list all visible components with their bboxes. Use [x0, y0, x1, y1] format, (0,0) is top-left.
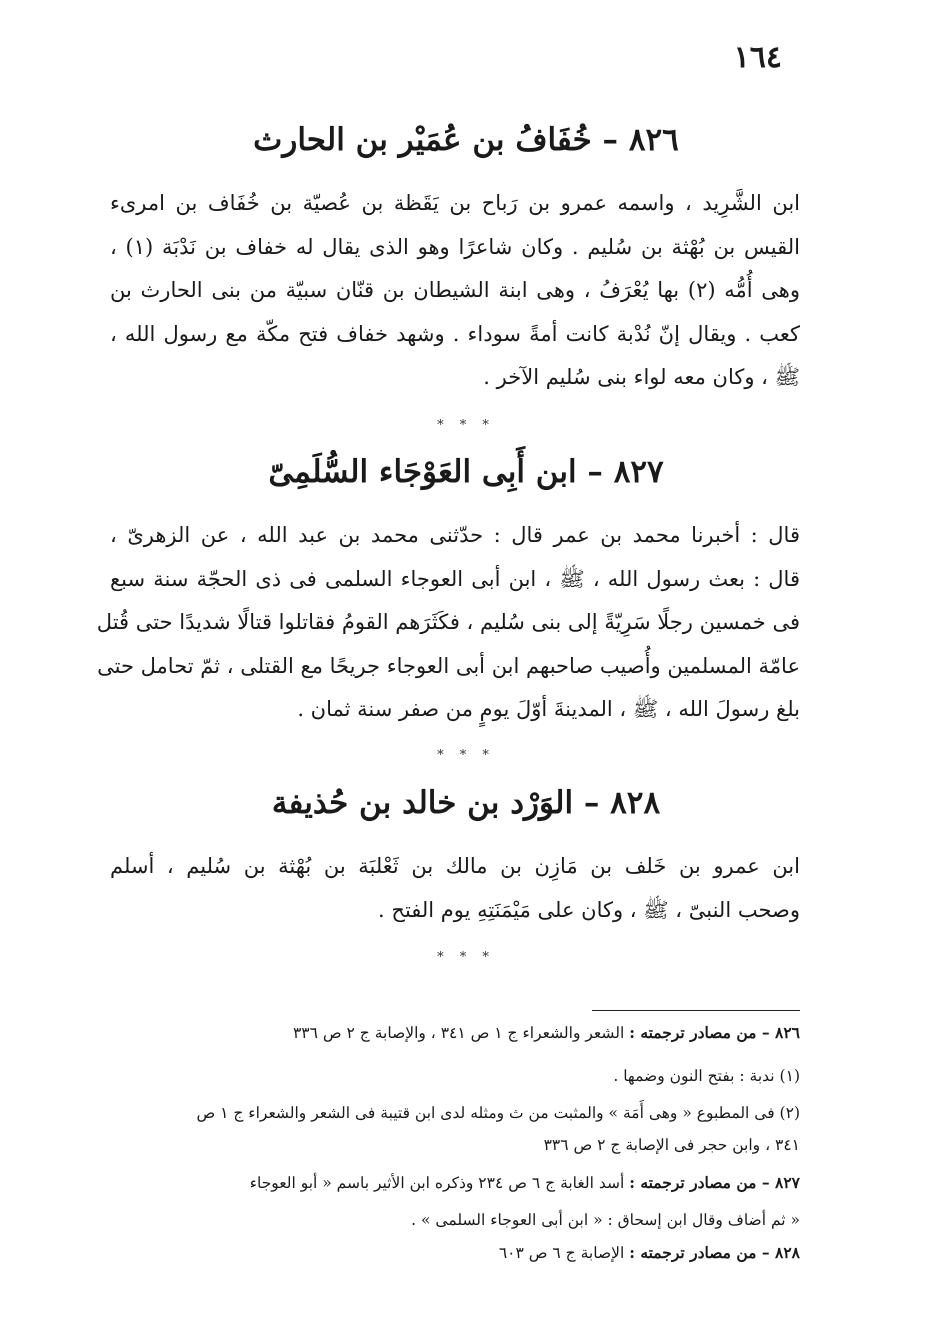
footnote-sources-827-continued	[110, 1205, 800, 1235]
text-line: فى خمسين رجلًا سَرِيّةً إلى بنى سُليم ، فكَثَرَهم القومُ فقاتلوا قتالًا شديدًا حتى قُتل	[96, 610, 800, 634]
entry-heading-827: ٨٢٧ – ابن أَبِى العَوْجَاء السُّلَمِىّ	[268, 454, 664, 490]
text-line: قال : أخبرنا محمد بن عمر قال : حدّثنى محمد بن عبد الله ، عن الزهرىّ ،	[110, 523, 800, 547]
footnote-sources-828	[110, 1238, 800, 1268]
text-line: القيس بن بُهْثة بن سُليم . وكان شاعرًا وهو الذى يقال له خفاف بن نَدْبَة (١) ،	[110, 234, 801, 259]
text-line: ابن الشَّرِيد ، واسمه عمرو بن رَباح بن يَقَظة بن عُصيّة بن خُفَاف بن امرىء	[110, 191, 800, 215]
footnote-text: « ثم أضاف وقال ابن إسحاق : « ابن أبى العوجاء السلمى » .	[411, 1211, 800, 1229]
footnote-rule	[592, 1010, 800, 1011]
entry-heading-828: ٨٢٨ – الوَرْد بن خالد بن حُذيفة	[271, 785, 661, 821]
footnote-text: (٢) فى المطبوع « وهى أَمَة » والمثبت من ث ومثله لدى ابن قتيبة فى الشعر والشعراء ج ١ ص	[196, 1104, 800, 1122]
text-line: وهى أُمُّه (٢) بها يُعْرَفُ ، وهى ابنة الشيطان بن قنّان سبيّة من بنى الحارث بن	[110, 278, 800, 302]
page-number: ١٦٤	[733, 40, 782, 75]
footnote-1	[110, 1061, 800, 1091]
entry-body-827	[96, 514, 800, 732]
entry-heading-826: ٨٢٦ – خُفَافُ بن عُمَيْر بن الحارث	[253, 122, 679, 158]
footnote-text: الشعر والشعراء ج ١ ص ٣٤١ ، والإصابة ج ٢ ص ٣٣٦	[292, 1024, 630, 1042]
text-line: ﷺ ، وكان معه لواء بنى سُليم الآخر .	[483, 365, 800, 389]
text-line: قال : بعث رسول الله ، ﷺ ، ابن أبى العوجاء السلمى فى ذى الحجّة سنة سبع	[110, 566, 800, 591]
entry-body-828	[110, 845, 800, 932]
footnote-sources-827	[110, 1168, 800, 1198]
footnote-label: ٨٢٨ – من مصادر ترجمته :	[629, 1243, 800, 1262]
section-separator: * * *	[437, 418, 495, 433]
text-line: كعب . ويقال إنّ نُدْبة كانت أمةً سوداء . وشهد خفاف فتح مكّة مع رسول الله ،	[110, 321, 800, 346]
section-separator: * * *	[437, 950, 495, 965]
footnote-2-continued	[110, 1130, 800, 1160]
text-line: عامّة المسلمين وأُصيب صاحبهم ابن أبى العوجاء جريحًا مع القتلى ، ثمّ تحامل حتى	[97, 653, 800, 678]
section-separator: * * *	[437, 748, 495, 763]
footnote-text: ٣٤١ ، وابن حجر فى الإصابة ج ٢ ص ٣٣٦	[543, 1136, 800, 1154]
text-line: وصحب النبىّ ، ﷺ ، وكان على مَيْمَنَتِهِ يوم الفتح .	[378, 897, 800, 922]
footnote-2	[110, 1098, 800, 1128]
text-line: بلغ رسولَ الله ، ﷺ ، المدينةَ أوّلَ يومٍ من صفر سنة ثمان .	[297, 697, 800, 721]
footnote-label: ٨٢٧ – من مصادر ترجمته :	[629, 1173, 800, 1192]
footnote-text: الإصابة ج ٦ ص ٦٠٣	[498, 1244, 630, 1262]
footnote-sources-826	[110, 1018, 800, 1048]
footnote-text: أسد الغابة ج ٦ ص ٢٣٤ وذكره ابن الأثير باسم « أبو العوجاء	[249, 1174, 630, 1192]
text-line: ابن عمرو بن خَلف بن مَازِن بن مالك بن ثَعْلبَة بن بُهْثة بن سُليم ، أسلم	[110, 854, 800, 878]
footnote-text: (١) ندبة : بفتح النون وضمها .	[613, 1067, 800, 1085]
footnote-label: ٨٢٦ – من مصادر ترجمته :	[629, 1023, 800, 1042]
entry-body-826	[110, 182, 800, 400]
